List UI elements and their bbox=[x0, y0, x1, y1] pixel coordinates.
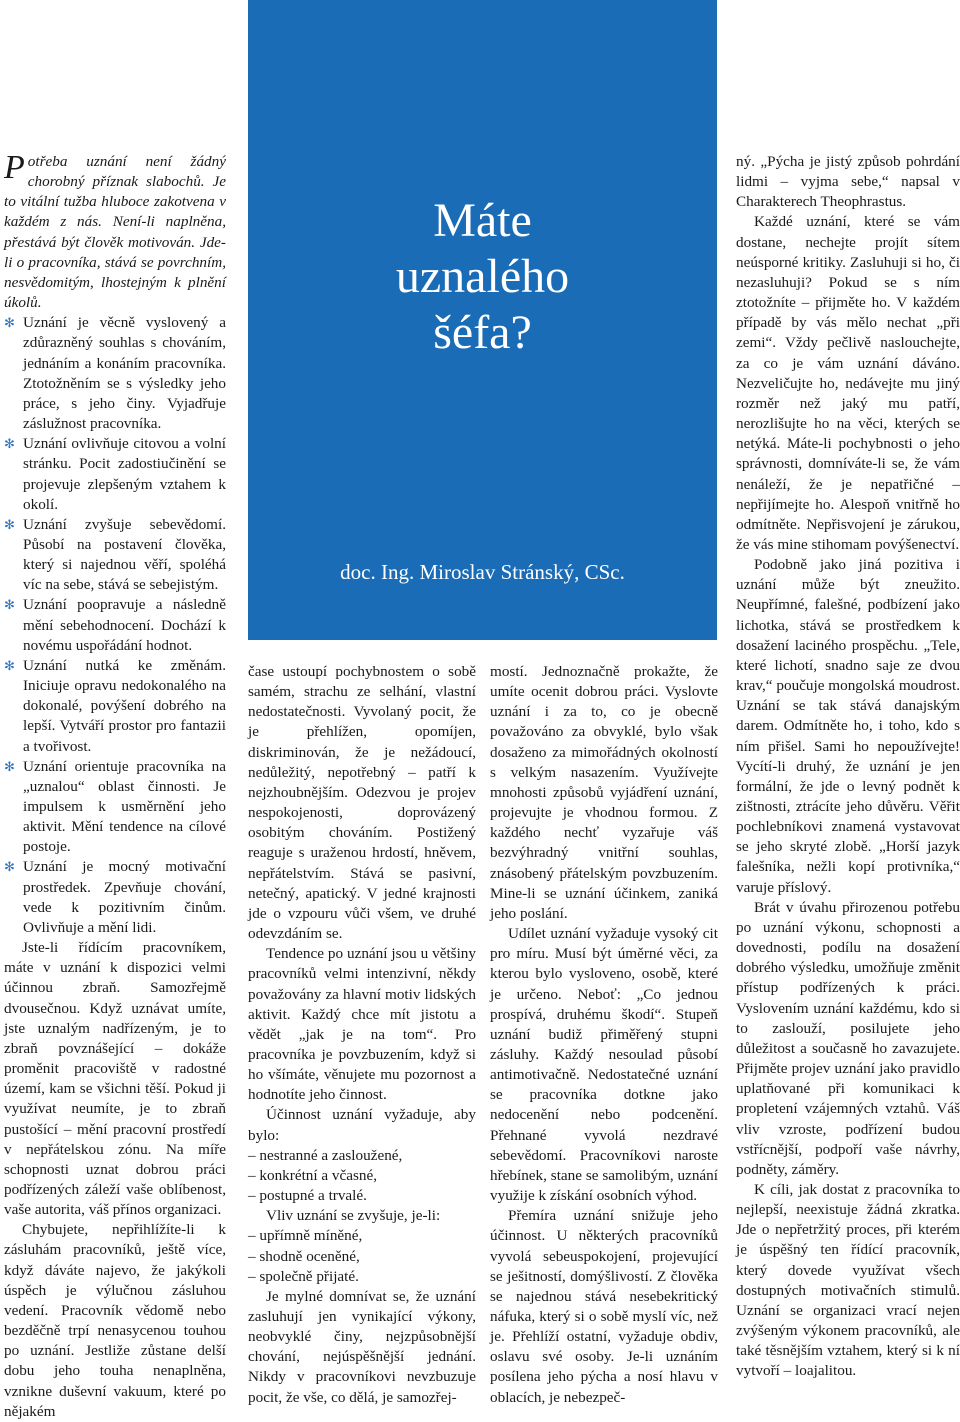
intro-paragraph bbox=[4, 149, 226, 313]
paragraph: Každé uznání, které se vám dostane, nechejte projít sítem neúsporné kritiky. Zasluhuji si ho, či nezasluhuji? Pokud se s ním ztotožníte – přijměte ho. V každém případě by vás mělo nechat „při zemi“. Vždy pečlivě naslouchejte, za co je vám uznání dáváno. Nezveličujte ho, nedávejte mu jiný rozměr než jaký mu patří, nerozlišujte ho na věci, kterých se netýká. Máte-li pochybnosti o jeho správnosti, domníváte-li se, že vám nenáleží, že je nepatřičné – nepřijímejte ho. Alespoň vnitřně ho odmítněte. Nepřisvojení je zárukou, že vás mine stihomam povýšenectví. bbox=[736, 213, 960, 553]
column-4 bbox=[490, 662, 718, 1408]
dash-item: – konkrétní a včasné, bbox=[248, 1166, 378, 1184]
dash-item: – společně přijaté. bbox=[248, 1267, 359, 1285]
paragraph: Jste-li řídícím pracovníkem, máte v uznání k dispozici velmi účinnou zbraň. Samozřejmě dvousečnou. Když uznávat umíte, jste uznalým nadřízeným, je to zbraň povznášející – dokáže proměnit pracoviště v radostné území, kam se všichni těší. Pokud ji využívat neumíte, je to zbraň pustošící – mění pracovní prostředí v nepřátelskou zónu. Na míře schopnosti uznat dobrou práci podřízených záleží vaše oblíbenost, vaše autorita, váš přínos organizaci. bbox=[4, 939, 226, 1219]
paragraph: Je mylné domnívat se, že uznání zasluhují jen vynikající výkony, neobvyklé činy, nejzpůsobnější chování, nejúspěšnější jednání. Nikdy v pracovníkovi nevzbuzuje pocit, že vše, co dělá, je samozřej- bbox=[248, 1287, 476, 1406]
paragraph: čase ustoupí pochybnostem o sobě samém, strachu ze selhání, vlastní nedostatečnosti. Vyvolaný pocit, že je přehlížen, opomíjen, diskriminován, že je nežádoucí, nedůležitý, nepotřebný – patří k nejzhoubnějším. Odezvou je projev nespokojenosti, doprovázený osobitým chováním. Postižený reaguje s uraženou hrdostí, hněvem, nepřátelstvím. Stává se pasivní, netečný, apatický. V jedné krajnosti jde o vzpouru vůči všem, ve druhé odevzdáním se. bbox=[248, 663, 476, 943]
bullet-item: ✻ Uznání poopravuje a následně mění sebehodnocení. Dochází k novému uspořádání hodnot. bbox=[4, 595, 226, 655]
paragraph: ný. „Pýcha je jistý způsob pohrdání lidmi – vyjma sebe,“ napsal v Charakterech Theophrastus. bbox=[736, 153, 960, 211]
paragraph: Podobně jako jiná pozitiva i uznání může být zneužito. Neupřímné, falešné, podbízení jako lichotka, stává se prostředkem k dosažení laciného prospěchu. „Tele, které lichotí, snadno saje ze dvou krav,“ poučuje mongolská moudrost. Uznání se tak stává danajským darem. Odmítněte ho, i toho, kdo s ním přišel. Sami ho nepoužívejte! Vycítí-li druhý, že uznání je jen formální, že jde o levný podnět k zištnosti, ztrácíte jeho důvěru. Věřit pochlebníkovi znamená vystavovat se jeho skryté zlobě. „Horší jazyk falešníka, nežli kopí protivníka,“ varuje příslový. bbox=[736, 556, 960, 896]
author-name: doc. Ing. Miroslav Stránský, CSc. bbox=[340, 560, 625, 584]
article-title bbox=[248, 193, 717, 361]
paragraph: Vliv uznání se zvyšuje, je-li: bbox=[266, 1207, 441, 1225]
drop-cap: P bbox=[4, 149, 25, 186]
dash-item: – upřímně míněné, bbox=[248, 1227, 363, 1245]
bullet-item: ✻ Uznání je věcně vyslovený a zdůrazněný souhlas s chováním, jednáním a konáním pracovníka. Ztotožněním se s výsledky jeho práce, s jeho činy. Vyjadřuje záslužnost pracovníka. bbox=[4, 313, 226, 434]
bullet-item: ✻ Uznání zvyšuje sebevědomí. Působí na postavení člověka, který si najednou věří, spoléhá víc na sebe, stává se sebejistým. bbox=[4, 515, 226, 596]
paragraph: mostí. Jednoznačně prokažte, že umíte ocenit dobrou práci. Vyslovte uznání i za to, co je obecně považováno za obvyklé, bylo však dosaženo za mimořádných okolností s velkým nasazením. Využívejte mnohosti způsobů vyjádření uznání, projevujte je vhodnou formou. Z každého nechť vyzařuje váš bezvýhradný vnitřní souhlas, znásobený přátelským povzbuzením. Mine-li se uznání účinkem, zaniká jeho poslání. bbox=[490, 663, 718, 922]
column-5 bbox=[736, 152, 960, 1382]
dash-item: – shodně oceněné, bbox=[248, 1247, 360, 1265]
bullet-item: ✻ Uznání orientuje pracovníka na „uznalou“ oblast činnosti. Je impulsem k usměrnění jeho aktivit. Mění tendence na cílové postoje. bbox=[4, 757, 226, 858]
dash-item: – postupné a trvalé. bbox=[248, 1187, 367, 1205]
bullet-item: ✻ Uznání ovlivňuje citovou a volní stránku. Pocit zadostiučinění se projevuje zlepšeným vztahem k okolí. bbox=[4, 434, 226, 515]
title-banner bbox=[248, 0, 717, 640]
title-line: Máte bbox=[433, 194, 532, 247]
paragraph: K cíli, jak dostat z pracovníka to nejlepší, neexistuje žádná zkratka. Jde o nepřetržitý proces, při kterém je úspěšný ten řídící pracovník, který dovede využívat všech dostupných motivačních stimulů. Uznání se organizaci vrací nejen zvýšeným výkonem pracovníků, ale také těsnějším vztahem, který si k ní vytvoří – loajalitou. bbox=[736, 1180, 960, 1380]
title-line: uznalého bbox=[395, 250, 570, 303]
intro-text: otřeba uznání není žádný chorobný příznak slabochů. Je to vitální tužba hluboce zakotvena v každém z nás. Není-li naplněna, přestává být člověk motivován. Jde-li o pracovníka, stává se povrchním, nesvědomitým, lhostejným k plnění úkolů. bbox=[4, 153, 226, 312]
paragraph: Udílet uznání vyžaduje vysoký cit pro míru. Musí být úměrné věci, za kterou bylo vysloveno, osobě, které je určeno. Neboť: „Co jednou prospívá, druhému škodí“. Stupeň uznání budiž přiměřený stupni zásluhy. Každý nesoulad působí antimotivačně. Nedostatečné uznání se pracovníka dotkne jako nedocenění nebo podcenění. Přehnané vyvolá nezdravé sebevědomí. Pracovníkovi naroste hřebínek, stane se samolibým, uznání využije k získání osobních výhod. bbox=[490, 925, 718, 1205]
bullet-item: ✻ Uznání je mocný motivační prostředek. Zpevňuje chování, vede k pozitivním činům. Ovlivňuje a mění lidi. bbox=[4, 857, 226, 938]
dash-item: – nestranné a zasloužené, bbox=[248, 1146, 403, 1164]
paragraph: Tendence po uznání jsou u většiny pracovníků velmi intenzivní, někdy považovány za hlavní motiv lidských aktivit. Každý chce mít jistotu a vědět „jak je na tom“. Pro pracovníka je povzbuzením, když si ho všímáte, věnujete mu pozornost a hodnotíte jeho činnost. bbox=[248, 945, 476, 1104]
column-1 bbox=[4, 149, 226, 1422]
title-line: šéfa? bbox=[433, 306, 532, 359]
bullet-item: ✻ Uznání nutká ke změnám. Iniciuje opravu nedokonalého na dokonalé, povýšení dobrého na lepší. Vytváří prostor pro fantazii a tvořivost. bbox=[4, 656, 226, 757]
paragraph: Chybujete, nepřihlížíte-li k zásluhám pracovníků, ještě více, když dáváte najevo, že jakýkoli úspěch je výlučnou zásluhou vedení. Pracovník vědomě nebo bezděčně trpí nenasycenou touhou po uznání. Jestliže zůstane delší dobu jeho touha nenaplněna, vznikne duševní vakuum, které po nějakém bbox=[4, 1221, 226, 1420]
paragraph: Přemíra uznání snižuje jeho účinnost. U některých pracovníků vyvolá sebeuspokojení, projevující se ješitností, domýšlivostí. Z člověka se najednou stává nesebekritický náfuka, který si o sobě myslí víc, než je. Přehlíží ostatní, vyžaduje obdiv, oslavu své osoby. Je-li uznáním posílena jeho pýcha a nosí hlavu v oblacích, je nebezpeč- bbox=[490, 1207, 718, 1406]
paragraph: Brát v úvahu přirozenou potřebu po uznání výkonu, schopnosti a dovednosti, podílu na dosažení dobrého výsledku, umožňuje změnit přístup podřízených k práci. Vyslovením uznání každému, kdo si to zaslouží, posilujete jeho důležitost a současně ho zavazujete. Přijměte projev uznání jako pravidlo uplatňované při komunikaci k propletení vzájemných vztahů. Váš vliv vzroste, podřízení budou vstřícnější, podpoří vaše návrhy, podněty, záměry. bbox=[736, 898, 960, 1178]
column-3 bbox=[248, 662, 476, 1408]
paragraph: Účinnost uznání vyžaduje, aby bylo: bbox=[248, 1106, 476, 1144]
